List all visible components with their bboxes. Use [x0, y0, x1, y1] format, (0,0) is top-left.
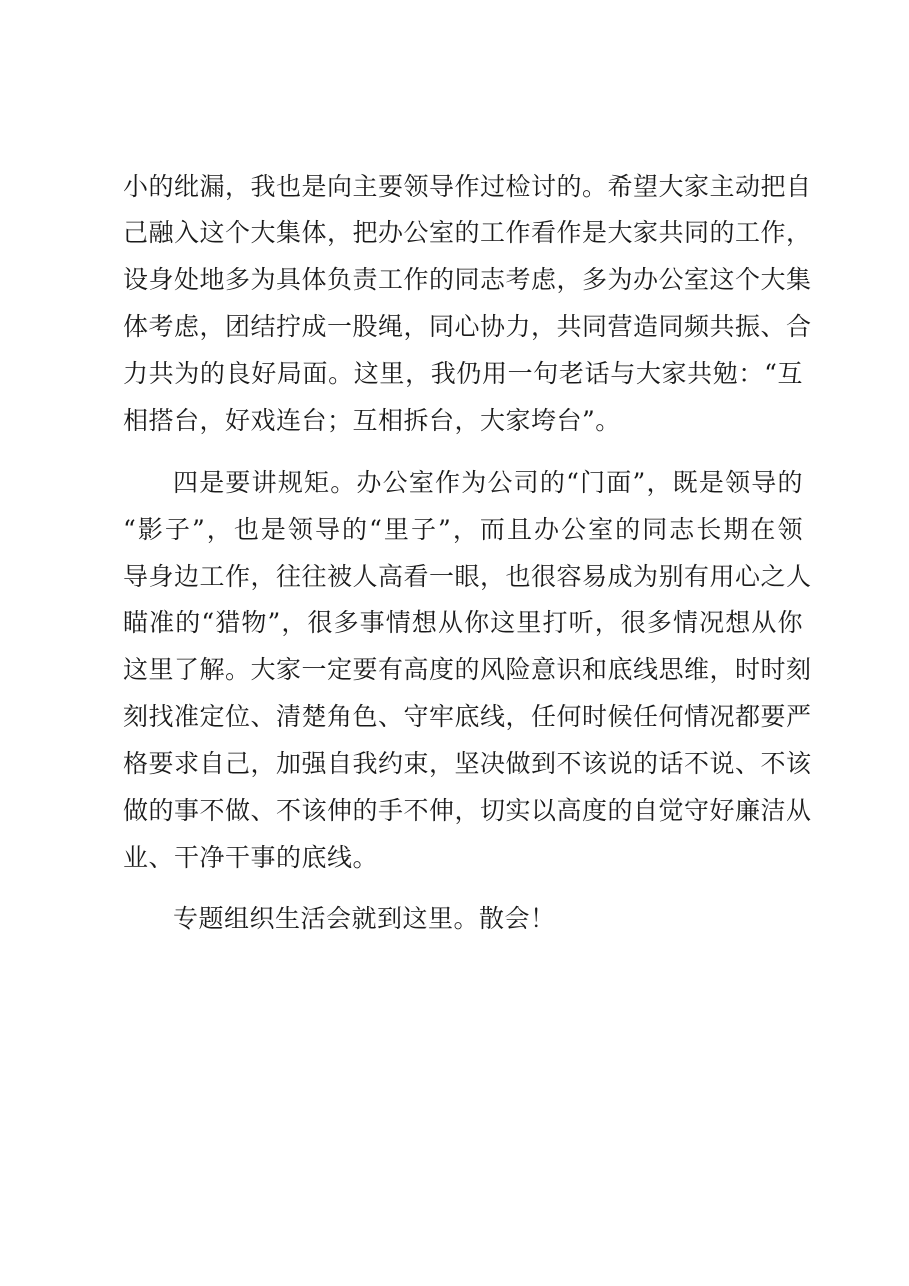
paragraph-line: 小的纰漏，我也是向主要领导作过检讨的。希望大家主动把自 [123, 172, 812, 201]
paragraph-line: 刻找准定位、清楚角色、守牢底线，任何时候任何情况都要严 [123, 702, 812, 731]
paragraph-line: 设身处地多为具体负责工作的同志考虑，多为办公室这个大集 [123, 265, 812, 294]
paragraph-line: 己融入这个大集体，把办公室的工作看作是大家共同的工作， [123, 218, 812, 247]
paragraph-line: 相搭台，好戏连台；互相拆台，大家垮台”。 [123, 406, 621, 435]
paragraph-line: 专题组织生活会就到这里。散会！ [173, 904, 556, 933]
paragraph-line: 四是要讲规矩。办公室作为公司的“门面”，既是领导的 [173, 468, 803, 497]
paragraph-line: 导身边工作，往往被人高看一眼，也很容易成为别有用心之人 [123, 562, 812, 591]
paragraph-line: “影子”，也是领导的“里子”，而且办公室的同志长期在领 [123, 515, 803, 544]
paragraph-line: 业、干净干事的底线。 [123, 843, 379, 872]
paragraph-line: 格要求自己，加强自我约束，坚决做到不该说的话不说、不该 [123, 749, 812, 778]
paragraph-line: 力共为的良好局面。这里，我仍用一句老话与大家共勉：“互 [123, 359, 803, 388]
paragraph-line: 瞄准的“猎物”，很多事情想从你这里打听，很多情况想从你 [123, 608, 803, 637]
paragraph-line: 这里了解。大家一定要有高度的风险意识和底线思维，时时刻 [123, 655, 812, 684]
paragraph-line: 体考虑，团结拧成一股绳，同心协力，共同营造同频共振、合 [123, 312, 812, 341]
paragraph-line: 做的事不做、不该伸的手不伸，切实以高度的自觉守好廉洁从 [123, 796, 812, 825]
